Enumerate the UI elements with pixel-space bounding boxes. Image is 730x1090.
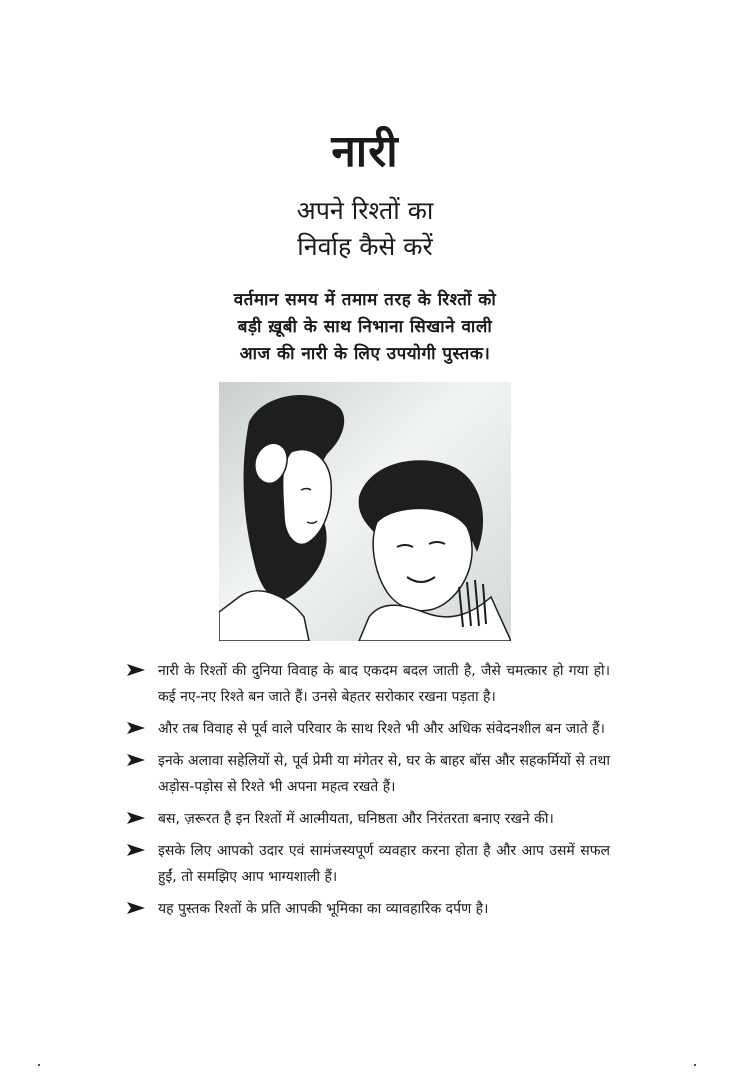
blurb-line-1: वर्तमान समय में तमाम तरह के रिश्तों को: [233, 290, 497, 310]
arrowhead-bullet-icon: [126, 838, 148, 864]
bullet-text: और तब विवाह से पूर्व वाले परिवार के साथ रिश्ते भी और अधिक संवेदनशील बन जाते हैं।: [158, 721, 605, 737]
bullet-text: इनके अलावा सहेलियों से, पूर्व प्रेमी या मंगेतर से, घर के बाहर बॉस और सहकर्मियों से तथा अड़ोस-पड़ोस से रिश्ते भी अपना महत्व रखते हैं।: [158, 753, 610, 795]
crop-mark-left: [38, 1064, 40, 1066]
arrowhead-bullet-icon: [126, 806, 148, 832]
arrowhead-bullet-icon: [126, 716, 148, 742]
list-item: [126, 716, 610, 742]
list-item: [126, 748, 610, 800]
bullet-text: यह पुस्तक रिश्तों के प्रति आपकी भूमिका का व्यावहारिक दर्पण है।: [158, 901, 489, 917]
list-item: [126, 896, 610, 922]
list-item: [126, 806, 610, 832]
book-subtitle-line-1: अपने रिश्तों का: [296, 196, 434, 225]
crop-mark-right: [694, 1064, 696, 1066]
blurb-line-3: आज की नारी के लिए उपयोगी पुस्तक।: [239, 344, 491, 364]
list-item: [126, 838, 610, 890]
blurb-line-2: बड़ी ख़ूबी के साथ निभाना सिखाने वाली: [237, 317, 493, 337]
feature-bullet-list: [126, 658, 610, 928]
arrowhead-bullet-icon: [126, 896, 148, 922]
bullet-text: नारी के रिश्तों की दुनिया विवाह के बाद एकदम बदल जाती है, जैसे चमत्कार हो गया हो। कई नए-नए रिश्ते बन जाते हैं। उनसे बेहतर सरोकार रखना पड़ता है।: [158, 663, 610, 705]
arrowhead-bullet-icon: [126, 658, 148, 684]
book-subtitle-line-2: निर्वाह कैसे करें: [297, 232, 433, 261]
arrowhead-bullet-icon: [126, 748, 148, 774]
bullet-text: इसके लिए आपको उदार एवं सामंजस्यपूर्ण व्यवहार करना होता है और आप उसमें सफल हुईं, तो समझिए आप भाग्यशाली हैं।: [158, 843, 610, 885]
book-title: नारी: [331, 126, 399, 177]
two-women-illustration: [219, 382, 511, 641]
bullet-text: बस, ज़रूरत है इन रिश्तों में आत्मीयता, घनिष्ठता और निरंतरता बनाए रखने की।: [158, 811, 554, 827]
list-item: [126, 658, 610, 710]
